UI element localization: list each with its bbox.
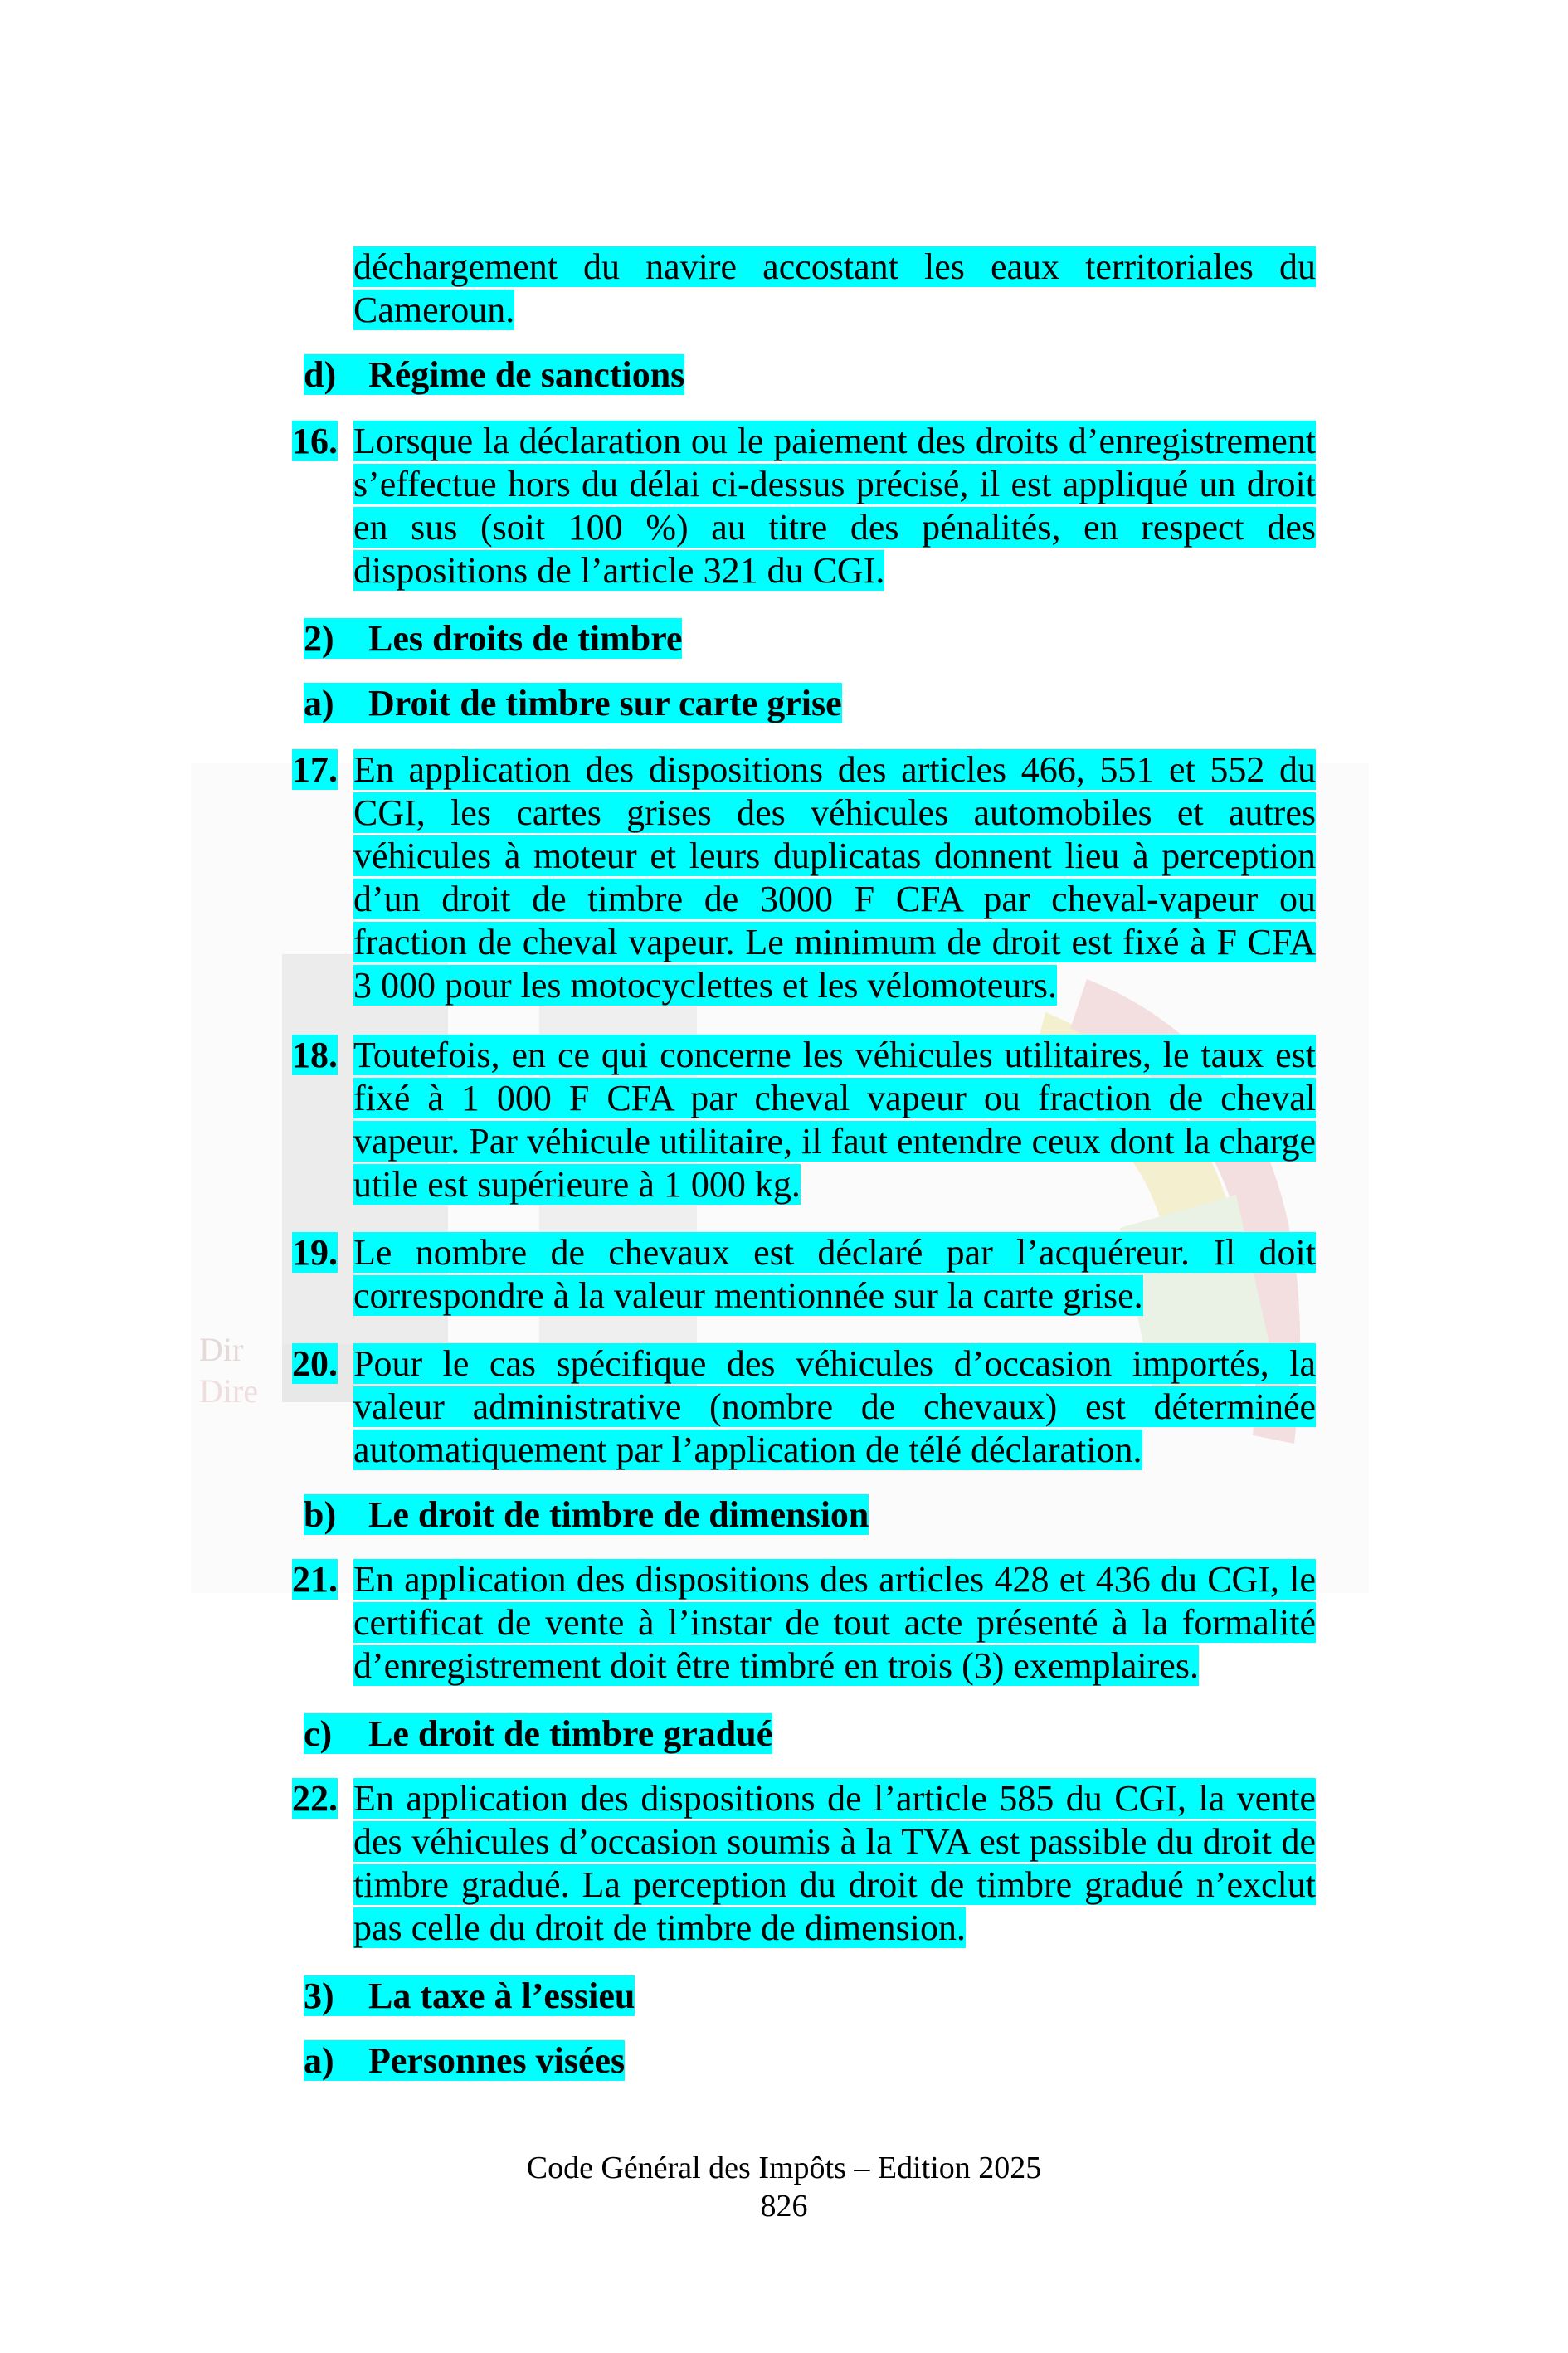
section-heading-d-highlight bbox=[304, 354, 684, 395]
paragraph-number-text: 21. bbox=[292, 1559, 338, 1600]
section-marker: a) bbox=[304, 2040, 334, 2081]
svg-text:Dire: Dire bbox=[199, 1372, 259, 1410]
footer-title: Code Général des Impôts – Edition 2025 bbox=[526, 2151, 1042, 2185]
section-marker: d) bbox=[304, 354, 337, 395]
paragraph-18-text: Toutefois, en ce qui concerne les véhicules utilitaires, le taux est fixé à 1 000 F CFA par cheval vapeur ou fraction de cheval vapeur. Par véhicule utilitaire, il faut entendre ceux dont la charge utile est supérieure à 1 000 kg. bbox=[353, 1035, 1316, 1205]
section-heading-a-personnes-highlight bbox=[304, 2040, 625, 2081]
paragraph-number-17 bbox=[292, 748, 338, 792]
paragraph-number-text: 22. bbox=[292, 1778, 338, 1819]
svg-text:Dir: Dir bbox=[199, 1331, 244, 1368]
section-marker: b) bbox=[304, 1494, 337, 1535]
paragraph-number-text: 19. bbox=[292, 1232, 338, 1273]
page-number: 826 bbox=[760, 2189, 808, 2224]
section-title: Le droit de timbre gradué bbox=[368, 1713, 773, 1754]
section-title: Régime de sanctions bbox=[368, 354, 685, 395]
section-heading-b bbox=[304, 1493, 869, 1537]
paragraph-21 bbox=[353, 1558, 1316, 1688]
section-title: Personnes visées bbox=[368, 2040, 626, 2081]
paragraph-number-21 bbox=[292, 1558, 338, 1601]
paragraph-19-text: Le nombre de chevaux est déclaré par l’acquéreur. Il doit correspondre à la valeur mentionnée sur la carte grise. bbox=[353, 1232, 1316, 1316]
paragraph-22 bbox=[353, 1777, 1316, 1950]
section-heading-c bbox=[304, 1712, 772, 1756]
paragraph-number-20 bbox=[292, 1342, 338, 1386]
paragraph-21-text: En application des dispositions des articles 428 et 436 du CGI, le certificat de vente à l’instar de tout acte présenté à la formalité d’enregistrement doit être timbré en trois (3) exemplaires. bbox=[353, 1559, 1316, 1686]
paragraph-number-text: 20. bbox=[292, 1343, 338, 1384]
section-heading-a-personnes bbox=[304, 2039, 625, 2083]
section-heading-a-carte-grise-highlight bbox=[304, 683, 842, 723]
section-title: Le droit de timbre de dimension bbox=[368, 1494, 869, 1535]
section-title: La taxe à l’essieu bbox=[368, 1975, 635, 2016]
section-heading-b-highlight bbox=[304, 1494, 869, 1535]
paragraph-number-text: 16. bbox=[292, 421, 338, 461]
paragraph-number-16 bbox=[292, 420, 338, 463]
paragraph-16-text: Lorsque la déclaration ou le paiement des droits d’enregistrement s’effectue hors du délai ci-dessus précisé, il est appliqué un droit en sus (soit 100 %) au titre des pénalités, en respect des dispositions de l’article 321 du CGI. bbox=[353, 421, 1316, 591]
section-heading-2 bbox=[304, 617, 682, 660]
paragraph-number-19 bbox=[292, 1231, 338, 1274]
paragraph-17-text: En application des dispositions des articles 466, 551 et 552 du CGI, les cartes grises des véhicules automobiles et autres véhicules à moteur et leurs duplicatas donnent lieu à perception d’un droit de timbre de 3000 F CFA par cheval-vapeur ou fraction de cheval vapeur. Le minimum de droit est fixé à F CFA 3 000 pour les motocyclettes et les vélomoteurs. bbox=[353, 749, 1316, 1006]
section-title: Droit de timbre sur carte grise bbox=[368, 683, 842, 723]
paragraph-16 bbox=[353, 420, 1316, 592]
section-marker: 2) bbox=[304, 618, 334, 659]
paragraph-number-18 bbox=[292, 1034, 338, 1077]
section-marker: a) bbox=[304, 683, 334, 723]
paragraph-19 bbox=[353, 1231, 1316, 1318]
section-heading-2-highlight bbox=[304, 618, 682, 659]
section-title: Les droits de timbre bbox=[368, 618, 683, 659]
continued-paragraph-text: déchargement du navire accostant les eaux territoriales du Cameroun. bbox=[353, 246, 1316, 330]
paragraph-18 bbox=[353, 1034, 1316, 1206]
paragraph-number-text: 17. bbox=[292, 749, 338, 790]
section-marker: c) bbox=[304, 1713, 333, 1754]
paragraph-number-text: 18. bbox=[292, 1035, 338, 1075]
section-heading-3 bbox=[304, 1975, 635, 2018]
section-heading-c-highlight bbox=[304, 1713, 772, 1754]
section-marker: 3) bbox=[304, 1975, 334, 2016]
paragraph-17 bbox=[353, 748, 1316, 1007]
continued-paragraph bbox=[353, 246, 1316, 332]
paragraph-20 bbox=[353, 1342, 1316, 1472]
paragraph-20-text: Pour le cas spécifique des véhicules d’occasion importés, la valeur administrative (nombre de chevaux) est déterminée automatiquement par l’application de télé déclaration. bbox=[353, 1343, 1316, 1470]
paragraph-number-22 bbox=[292, 1777, 338, 1820]
section-heading-3-highlight bbox=[304, 1975, 635, 2016]
paragraph-22-text: En application des dispositions de l’article 585 du CGI, la vente des véhicules d’occasion soumis à la TVA est passible du droit de timbre gradué. La perception du droit de timbre gradué n’exclut pas celle du droit de timbre de dimension. bbox=[353, 1778, 1316, 1948]
section-heading-a-carte-grise bbox=[304, 682, 842, 725]
section-heading-d bbox=[304, 353, 684, 397]
